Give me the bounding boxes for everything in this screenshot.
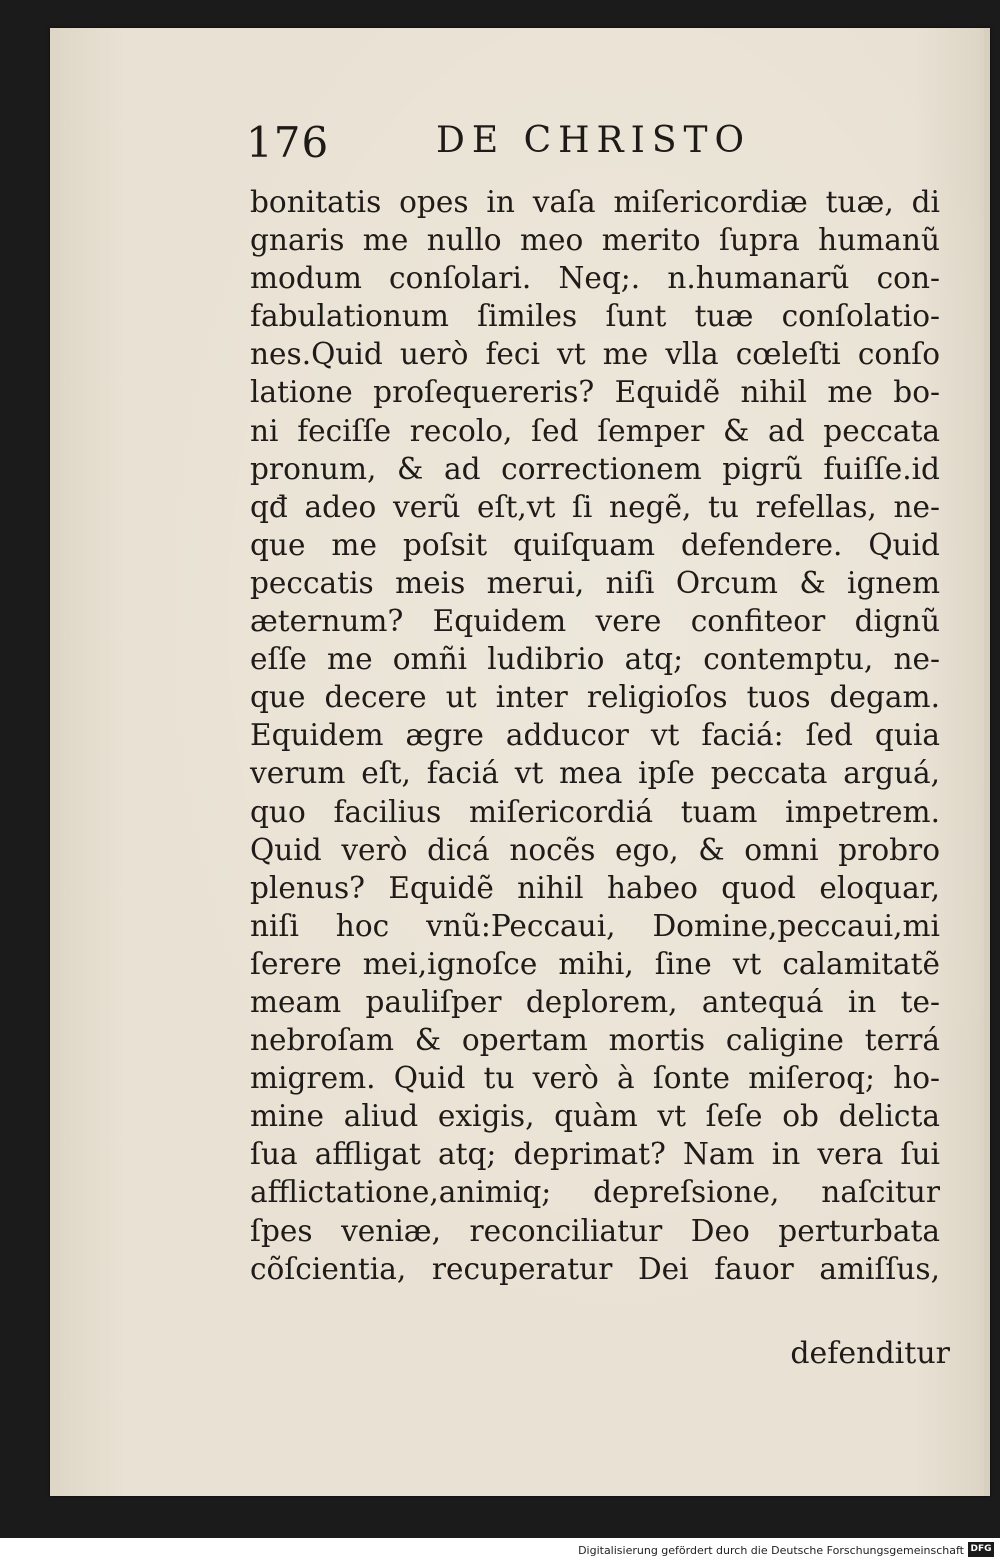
funding-note: Digitalisierung gefördert durch die Deutsche Forschungsgemeinschaft [578, 1544, 964, 1557]
text-line: bonitatis opes in vaſa miſericordiæ tuæ, di [250, 185, 940, 220]
text-line: afflictatione,animiq; depreſsione, naſcitur [250, 1175, 940, 1211]
text-line: modum conſolari. Neq;. n.humanarũ con- [250, 261, 940, 297]
text-line: quo facilius miſericordiá tuam impetrem. [250, 794, 940, 830]
text-line: cõſcientia, recuperatur Dei fauor amiſſus, [250, 1251, 940, 1287]
text-line: niſi hoc vnũ:Peccaui, Domine,peccaui,mi [250, 908, 940, 944]
text-line: ni feciſſe recolo, ſed ſemper & ad peccata [250, 413, 940, 449]
text-line: mine aliud exigis, quàm vt ſeſe ob delicta [250, 1099, 940, 1135]
text-line: nebroſam & opertam mortis caligine terrá [250, 1023, 940, 1059]
text-line: qđ adeo verũ eſt,vt ſi negẽ, tu refellas, ne- [250, 489, 940, 525]
text-line: latione proſequereris? Equidẽ nihil me bo- [250, 375, 940, 411]
text-line: ſpes veniæ, reconciliatur Deo perturbata [250, 1213, 940, 1249]
text-line: que decere ut inter religioſos tuos degam. [250, 680, 940, 716]
text-line: peccatis meis merui, niſi Orcum & ignem [250, 565, 940, 601]
text-line: ſerere mei,ignoſce mihi, ſine vt calamitatẽ [250, 946, 940, 982]
text-line: ſua affligat atq; deprimat? Nam in vera ſui [250, 1137, 940, 1173]
text-line: eſſe me omñi ludibrio atq; contemptu, ne- [250, 642, 940, 678]
text-line: plenus? Equidẽ nihil habeo quod eloquar, [250, 870, 940, 906]
text-line: verum eſt, faciá vt mea ipſe peccata arguá, [250, 756, 940, 792]
text-line: pronum, & ad correctionem pigrũ fuiſſe.id [250, 451, 940, 487]
text-line: æternum? Equidem vere confiteor dignũ [250, 604, 940, 640]
page-edge [984, 28, 990, 1496]
page-number: 176 [246, 118, 330, 167]
text-line: migrem. Quid tu verò à ſonte miſeroq; ho- [250, 1061, 940, 1097]
running-head: DE CHRISTO [436, 120, 752, 161]
text-line: meam pauliſper deplorem, antequá in te- [250, 984, 940, 1020]
text-line: Quid verò dicá nocẽs ego, & omni probro [250, 832, 940, 868]
dfg-logo-icon: DFG [968, 1542, 994, 1557]
text-line: gnaris me nullo meo merito ſupra humanũ [250, 223, 940, 259]
text-line: fabulationum ſimiles ſunt tuæ conſolatio- [250, 299, 940, 335]
text-line: Equidem ægre adducor vt faciá: ſed quia [250, 718, 940, 754]
footer-strip [0, 1538, 1000, 1560]
text-line: nes.Quid uerò feci vt me vlla cœleſti conſo [250, 337, 940, 373]
page-header [246, 118, 806, 182]
text-line: que me poſsit quiſquam defendere. Quid [250, 527, 940, 563]
catchword: defenditur [790, 1336, 950, 1371]
body-text [250, 184, 950, 1289]
